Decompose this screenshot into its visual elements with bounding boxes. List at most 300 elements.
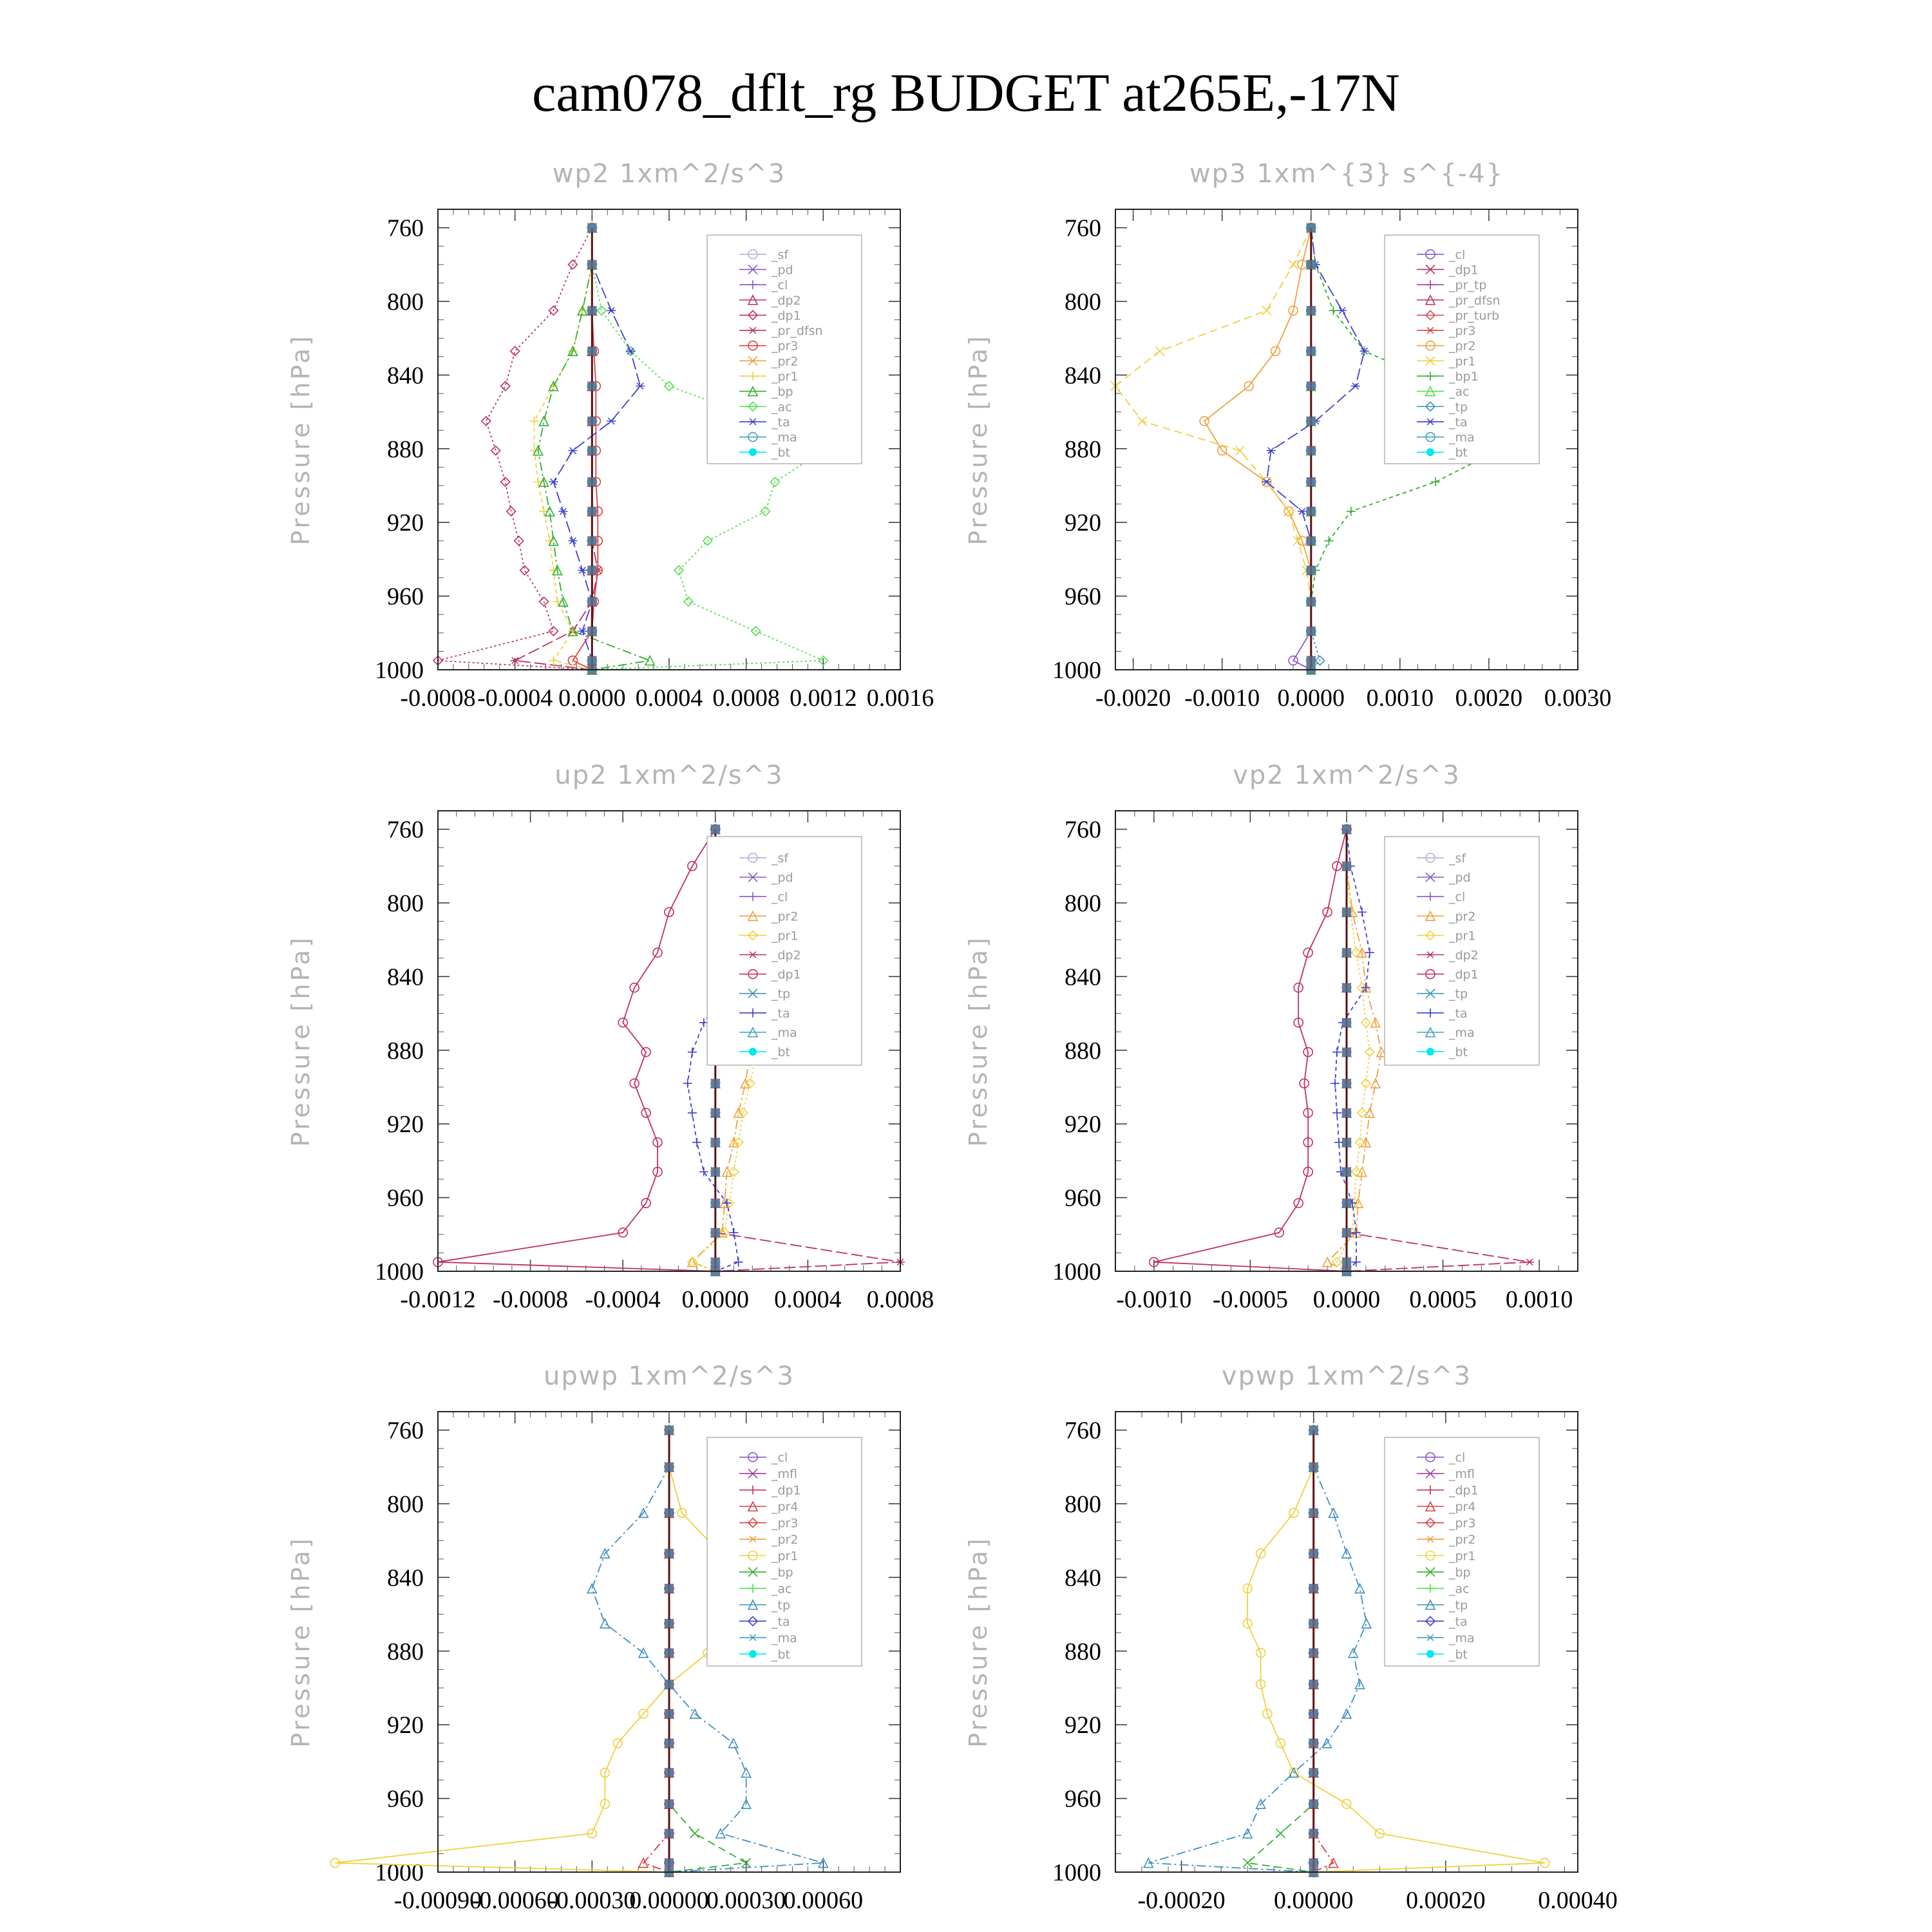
- data-point: [626, 348, 635, 354]
- legend-label: _ac: [772, 1582, 792, 1596]
- x-tick-label: 0.00060: [783, 1887, 864, 1914]
- y-tick-label: 880: [387, 1638, 424, 1665]
- legend-label: _pr3: [1449, 1516, 1476, 1531]
- data-point: [711, 1198, 720, 1208]
- data-point: [692, 1138, 701, 1147]
- legend-label: _dp1: [772, 308, 801, 323]
- data-point: [501, 382, 510, 391]
- legend-label: _pr_dfsn: [772, 324, 823, 339]
- legend-label: _ma: [772, 1025, 797, 1040]
- y-tick-label: 960: [1065, 1785, 1101, 1813]
- series-line-pr1: [1115, 228, 1311, 670]
- x-tick-label: -0.0005: [1212, 1286, 1288, 1313]
- legend-label: _bp: [772, 1565, 793, 1580]
- data-point: [587, 536, 596, 545]
- legend-label: _pr1: [772, 1549, 799, 1564]
- series-line-dp1: [438, 228, 592, 670]
- legend-marker: [749, 448, 757, 456]
- legend-label: _ac: [1449, 1582, 1470, 1596]
- data-point: [1309, 1619, 1318, 1628]
- legend-label: _cl: [1449, 247, 1466, 262]
- data-point: [688, 1108, 697, 1117]
- chart-panel-1: [964, 159, 1611, 712]
- data-point: [1342, 1138, 1351, 1147]
- data-point: [1342, 948, 1351, 957]
- x-tick-label: 0.0012: [790, 685, 857, 712]
- data-point: [1338, 307, 1347, 314]
- legend-label: _cl: [1449, 1450, 1466, 1465]
- data-point: [683, 1079, 692, 1088]
- data-point: [1309, 1549, 1318, 1558]
- x-tick-label: -0.0008: [493, 1286, 569, 1313]
- data-point: [501, 477, 510, 486]
- data-point: [711, 1138, 720, 1147]
- data-point: [1307, 536, 1316, 545]
- legend-label: _pr2: [1449, 339, 1476, 354]
- data-point: [1342, 1228, 1351, 1237]
- data-point: [665, 1799, 674, 1808]
- data-point: [1309, 1709, 1318, 1718]
- legend-label: _pr1: [772, 929, 799, 943]
- legend-label: _ta: [1449, 1006, 1468, 1021]
- data-point: [1155, 346, 1164, 355]
- data-point: [1307, 656, 1316, 665]
- y-tick-label: 1000: [1052, 1859, 1101, 1886]
- data-point: [1307, 417, 1316, 426]
- data-point: [1309, 1463, 1318, 1472]
- legend-label: _ma: [1449, 430, 1475, 445]
- legend-label: _tp: [772, 987, 791, 1001]
- legend-label: _dp2: [772, 293, 801, 308]
- data-point: [665, 1508, 674, 1517]
- x-tick-label: 0.0010: [1505, 1286, 1573, 1313]
- data-point: [491, 446, 500, 455]
- legend-label: _bt: [772, 1647, 791, 1662]
- data-point: [1307, 382, 1316, 391]
- x-tick-label: -0.0012: [400, 1286, 476, 1313]
- data-point: [665, 1768, 674, 1777]
- x-tick-label: 0.0000: [1312, 1286, 1381, 1313]
- y-axis-label: Pressure [hPa]: [964, 334, 992, 545]
- data-point: [1307, 260, 1316, 269]
- legend-label: _ta: [1449, 415, 1468, 430]
- data-point: [587, 417, 596, 426]
- legend-label: _sf: [1449, 851, 1466, 866]
- legend-label: _dp1: [772, 967, 801, 982]
- legend-label: _pr_turb: [1449, 308, 1500, 323]
- data-point: [587, 477, 596, 486]
- legend-label: _pr3: [772, 339, 799, 354]
- legend-marker: [749, 1048, 757, 1056]
- data-point: [711, 1228, 720, 1237]
- y-tick-label: 1000: [375, 1859, 424, 1886]
- series-line-dp1: [438, 829, 715, 1271]
- data-point: [1235, 446, 1244, 455]
- chart-panel-3: [964, 761, 1578, 1313]
- legend-label: _tp: [772, 1598, 791, 1613]
- data-point: [597, 306, 606, 315]
- y-tick-label: 800: [387, 1491, 424, 1518]
- legend: [707, 837, 862, 1065]
- data-point: [665, 1463, 674, 1472]
- legend-label: _mfl: [772, 1467, 797, 1482]
- legend-label: _pr4: [772, 1500, 799, 1515]
- legend-marker: [749, 1650, 757, 1658]
- data-point: [1309, 1859, 1318, 1868]
- y-tick-label: 920: [387, 1111, 424, 1139]
- data-point: [665, 1709, 674, 1718]
- x-tick-label: 0.0020: [1455, 685, 1523, 712]
- y-tick-label: 960: [1065, 1184, 1101, 1212]
- data-point: [1309, 1426, 1318, 1435]
- y-tick-label: 1000: [1052, 1258, 1101, 1285]
- data-point: [711, 1168, 720, 1177]
- data-point: [684, 597, 693, 606]
- data-point: [1342, 1198, 1351, 1208]
- legend-label: _pr2: [772, 909, 799, 924]
- legend-label: _bt: [1449, 446, 1468, 460]
- x-tick-label: -0.0020: [1095, 685, 1171, 712]
- legend-label: _mfl: [1449, 1467, 1475, 1482]
- legend-label: _ma: [1449, 1631, 1475, 1645]
- data-point: [1307, 627, 1316, 636]
- data-point: [734, 1258, 743, 1267]
- y-tick-label: 920: [387, 509, 424, 537]
- y-tick-label: 1000: [375, 657, 424, 684]
- y-tick-label: 880: [387, 1037, 424, 1065]
- x-tick-label: 0.00020: [1406, 1887, 1486, 1914]
- panel-title: up2 1xm^2/s^3: [554, 761, 784, 790]
- legend-label: _bp1: [1449, 369, 1479, 384]
- data-point: [530, 417, 539, 426]
- x-tick-label: 0.0010: [1366, 685, 1434, 712]
- legend-label: _tp: [1449, 987, 1468, 1001]
- data-point: [549, 627, 558, 636]
- data-point: [1307, 507, 1316, 516]
- legend-label: _pr4: [1449, 1500, 1476, 1515]
- data-point: [1371, 1079, 1380, 1088]
- series-line-pr2: [1327, 829, 1381, 1271]
- data-point: [665, 1584, 674, 1593]
- y-tick-label: 880: [1065, 1638, 1101, 1665]
- y-tick-label: 800: [1065, 289, 1101, 316]
- data-point: [1309, 1739, 1318, 1748]
- data-point: [587, 627, 596, 636]
- legend-marker: [1426, 1650, 1434, 1658]
- x-tick-label: -0.0004: [585, 1286, 661, 1313]
- data-point: [690, 1829, 699, 1838]
- data-point: [1342, 1108, 1351, 1117]
- data-point: [568, 538, 577, 544]
- legend-label: _bt: [1449, 1647, 1468, 1662]
- data-point: [587, 346, 596, 355]
- data-point: [1309, 1649, 1318, 1658]
- legend: [1385, 837, 1539, 1065]
- legend-label: _tp: [1449, 400, 1468, 415]
- x-tick-label: 0.0000: [558, 685, 626, 712]
- y-tick-label: 840: [387, 1564, 424, 1592]
- data-point: [1307, 223, 1316, 232]
- x-tick-label: -0.00030: [548, 1887, 636, 1914]
- legend: [1385, 235, 1539, 464]
- x-tick-label: -0.00060: [471, 1887, 559, 1914]
- data-point: [587, 223, 596, 232]
- data-point: [1431, 477, 1440, 486]
- y-tick-label: 800: [387, 890, 424, 917]
- data-point: [520, 566, 529, 575]
- data-point: [1307, 477, 1316, 486]
- legend: [707, 235, 862, 464]
- legend-label: _dp1: [772, 1483, 801, 1498]
- series-line-pr2: [1204, 228, 1311, 670]
- legend-label: _sf: [772, 247, 789, 262]
- data-point: [1342, 825, 1351, 834]
- legend-label: _pr2: [772, 1533, 799, 1548]
- legend-label: _ta: [772, 415, 790, 430]
- y-tick-label: 960: [387, 583, 424, 611]
- data-point: [600, 1619, 609, 1628]
- data-point: [1332, 1108, 1341, 1117]
- y-tick-label: 760: [387, 816, 424, 844]
- data-point: [1307, 446, 1316, 455]
- panel-title: upwp 1xm^2/s^3: [544, 1361, 795, 1391]
- y-axis-label: Pressure [hPa]: [964, 1536, 992, 1748]
- x-tick-label: 0.0008: [866, 1286, 934, 1313]
- data-point: [1332, 1048, 1341, 1057]
- x-tick-label: 0.0004: [635, 685, 703, 712]
- x-tick-label: 0.00000: [1273, 1887, 1354, 1914]
- data-point: [1293, 536, 1302, 545]
- data-point: [1262, 306, 1271, 315]
- data-point: [1342, 1079, 1351, 1088]
- data-point: [711, 1079, 720, 1088]
- x-tick-label: -0.0010: [1116, 1286, 1192, 1313]
- y-tick-label: 800: [1065, 890, 1101, 917]
- legend-label: _bt: [1449, 1045, 1468, 1059]
- data-point: [1323, 1258, 1332, 1267]
- data-point: [1284, 507, 1293, 516]
- legend-marker: [1426, 1048, 1434, 1056]
- legend-label: _ta: [1449, 1615, 1468, 1629]
- legend-label: _pr2: [772, 354, 799, 369]
- data-point: [665, 1859, 674, 1868]
- panel-title: vp2 1xm^2/s^3: [1233, 761, 1461, 790]
- data-point: [1307, 306, 1316, 315]
- y-tick-label: 920: [1065, 1712, 1101, 1739]
- data-point: [1342, 1168, 1351, 1177]
- legend-label: _pr1: [772, 369, 799, 384]
- y-axis-label: Pressure [hPa]: [287, 935, 315, 1147]
- data-point: [578, 567, 587, 574]
- legend-label: _ta: [772, 1006, 790, 1021]
- data-point: [587, 306, 596, 315]
- data-point: [711, 1108, 720, 1117]
- y-tick-label: 880: [1065, 435, 1101, 463]
- data-point: [1309, 1799, 1318, 1808]
- data-point: [665, 1680, 674, 1689]
- panel-title: vpwp 1xm^2/s^3: [1221, 1361, 1472, 1391]
- legend: [1385, 1437, 1539, 1666]
- y-tick-label: 840: [1065, 963, 1101, 991]
- data-point: [665, 1829, 674, 1838]
- data-point: [549, 656, 558, 665]
- data-point: [558, 508, 567, 515]
- y-tick-label: 840: [1065, 362, 1101, 390]
- data-point: [1289, 260, 1298, 269]
- legend-label: _pr3: [772, 1516, 799, 1531]
- legend-label: _ma: [1449, 1025, 1475, 1040]
- data-point: [607, 307, 616, 314]
- data-point: [665, 1426, 674, 1435]
- data-point: [645, 656, 654, 665]
- chart-panel-5: [964, 1361, 1618, 1914]
- data-point: [587, 597, 596, 606]
- legend-label: _bt: [772, 1045, 791, 1059]
- data-point: [674, 566, 683, 575]
- data-point: [1309, 1508, 1318, 1517]
- y-tick-label: 1000: [375, 1258, 424, 1285]
- x-tick-label: 0.0008: [712, 685, 780, 712]
- data-point: [1365, 948, 1374, 957]
- chart-panel-2: [287, 761, 934, 1313]
- legend-label: _cl: [1449, 890, 1466, 905]
- y-tick-label: 760: [387, 214, 424, 242]
- data-point: [540, 597, 549, 606]
- x-tick-label: 0.0000: [681, 1286, 750, 1313]
- data-point: [1276, 1829, 1285, 1838]
- y-tick-label: 760: [1065, 1417, 1101, 1444]
- data-point: [1309, 1768, 1318, 1777]
- data-point: [511, 346, 520, 355]
- data-point: [761, 507, 770, 516]
- legend-label: _pr1: [1449, 1549, 1476, 1564]
- data-point: [665, 1549, 674, 1558]
- legend-label: _bp: [1449, 1565, 1471, 1580]
- legend-label: _pr2: [1449, 909, 1476, 924]
- data-point: [1331, 1079, 1340, 1088]
- x-tick-label: 0.0030: [1544, 685, 1612, 712]
- chart-panel-4: [287, 1361, 900, 1914]
- legend-label: _dp1: [1449, 1483, 1479, 1498]
- y-tick-label: 760: [1065, 214, 1101, 242]
- data-point: [540, 417, 549, 426]
- x-tick-label: 0.00040: [1538, 1887, 1618, 1914]
- data-point: [587, 566, 596, 575]
- x-tick-label: 0.00000: [629, 1887, 709, 1914]
- legend-marker: [1426, 448, 1434, 456]
- legend-label: _pd: [1449, 871, 1471, 886]
- legend-label: _pr1: [1449, 354, 1476, 369]
- y-tick-label: 840: [387, 963, 424, 991]
- legend-label: _pr_tp: [1449, 278, 1487, 293]
- x-tick-label: -0.00020: [1137, 1887, 1226, 1914]
- data-point: [1309, 1680, 1318, 1689]
- y-tick-label: 800: [1065, 1491, 1101, 1518]
- legend-label: _pr3: [1449, 324, 1476, 339]
- legend-label: _ta: [772, 1615, 790, 1629]
- legend-label: _bt: [772, 446, 791, 460]
- data-point: [699, 1168, 708, 1177]
- data-point: [587, 507, 596, 516]
- legend-label: _sf: [772, 851, 789, 866]
- data-point: [587, 656, 596, 665]
- x-tick-label: 0.0004: [774, 1286, 842, 1313]
- figure-title: cam078_dflt_rg BUDGET at265E,-17N: [532, 63, 1400, 123]
- data-point: [1525, 1259, 1534, 1265]
- legend-label: _pr_dfsn: [1449, 293, 1501, 308]
- data-point: [636, 383, 645, 390]
- data-point: [578, 306, 587, 315]
- panel-title: wp3 1xm^{3} s^{-4}: [1189, 159, 1504, 189]
- data-point: [1347, 507, 1356, 516]
- data-point: [1358, 907, 1367, 916]
- x-tick-label: 0.0000: [1277, 685, 1345, 712]
- y-tick-label: 960: [1065, 583, 1101, 611]
- legend-label: _pd: [772, 871, 793, 886]
- y-axis-label: Pressure [hPa]: [287, 1536, 315, 1748]
- y-tick-label: 960: [387, 1785, 424, 1813]
- data-point: [711, 825, 720, 834]
- legend-label: _pr2: [1449, 1533, 1476, 1548]
- legend-label: _pd: [772, 263, 793, 278]
- legend-label: _dp2: [1449, 948, 1479, 963]
- y-tick-label: 880: [387, 435, 424, 463]
- data-point: [1342, 983, 1351, 992]
- data-point: [587, 446, 596, 455]
- data-point: [587, 382, 596, 391]
- legend-label: _ac: [772, 400, 792, 415]
- legend-label: _cl: [772, 278, 788, 293]
- data-point: [587, 260, 596, 269]
- data-point: [1307, 346, 1316, 355]
- legend-label: _tp: [1449, 1598, 1468, 1613]
- legend-label: _ma: [772, 1631, 797, 1645]
- data-point: [746, 1079, 755, 1088]
- data-point: [1324, 536, 1333, 545]
- legend-label: _bp: [772, 384, 793, 399]
- data-point: [1307, 597, 1316, 606]
- data-point: [1137, 417, 1146, 426]
- x-tick-label: 0.00030: [706, 1887, 786, 1914]
- x-tick-label: -0.0010: [1184, 685, 1260, 712]
- data-point: [1298, 508, 1307, 515]
- y-tick-label: 760: [1065, 816, 1101, 844]
- data-point: [665, 1739, 674, 1748]
- data-point: [1342, 907, 1351, 916]
- legend-label: _cl: [772, 890, 788, 905]
- y-tick-label: 920: [387, 1712, 424, 1739]
- x-tick-label: -0.00090: [393, 1887, 482, 1914]
- data-point: [1342, 1018, 1351, 1027]
- legend-label: _pr1: [1449, 929, 1476, 943]
- data-point: [1309, 1829, 1318, 1838]
- y-tick-label: 960: [387, 1184, 424, 1212]
- y-tick-label: 1000: [1052, 657, 1101, 684]
- legend-label: _dp1: [1449, 967, 1479, 982]
- panels-container: [287, 159, 1618, 1914]
- x-tick-label: 0.0016: [866, 685, 934, 712]
- data-point: [1342, 862, 1351, 871]
- series-line-dp1: [1154, 829, 1347, 1271]
- panel-title: wp2 1xm^2/s^3: [552, 159, 786, 189]
- y-tick-label: 920: [1065, 1111, 1101, 1139]
- y-tick-label: 800: [387, 289, 424, 316]
- data-point: [1342, 1258, 1351, 1267]
- y-axis-label: Pressure [hPa]: [964, 935, 992, 1147]
- series-line-pr1: [1337, 829, 1370, 1271]
- legend-label: _cl: [772, 1450, 788, 1465]
- legend: [707, 1437, 862, 1666]
